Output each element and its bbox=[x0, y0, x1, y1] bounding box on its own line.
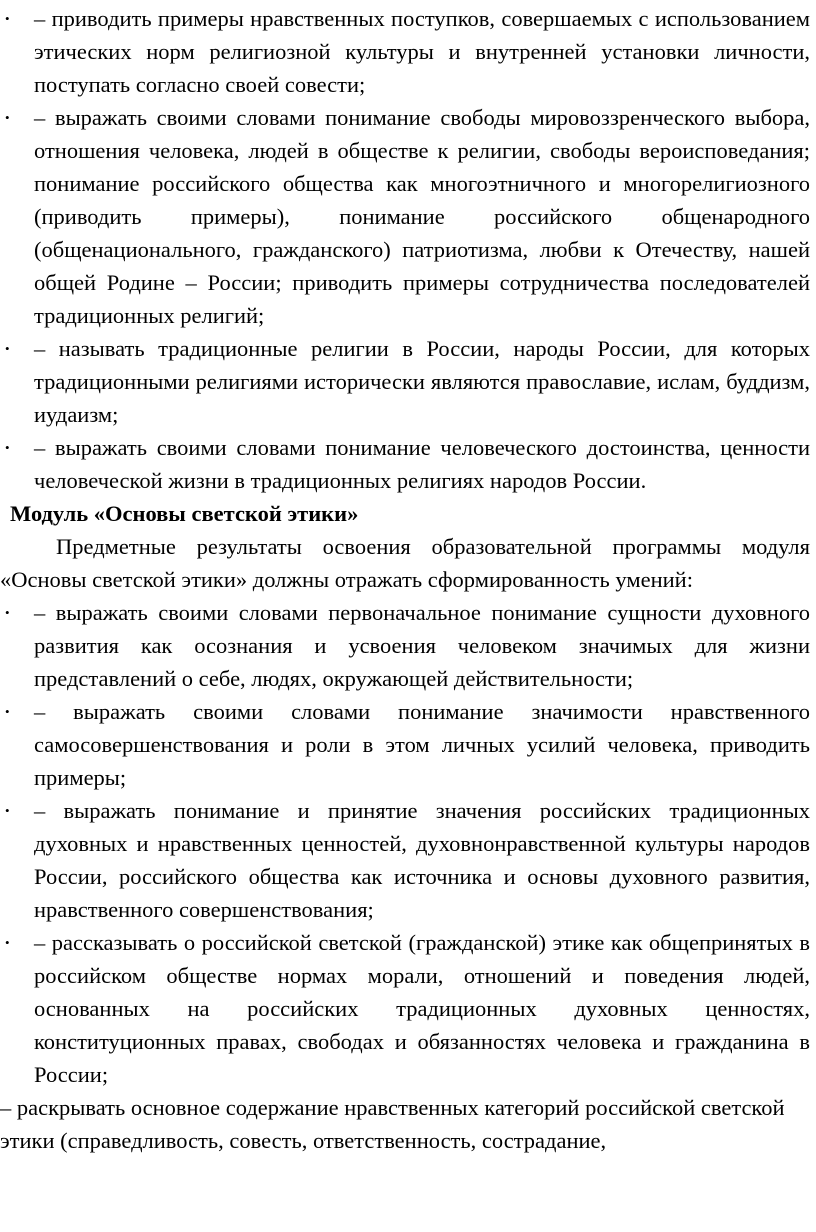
list-item-text: – называть традиционные религии в России, народы России, для которых традиционными религиями исторически являются православие, ислам, буддизм, иудаизм; bbox=[34, 336, 810, 427]
list-item bbox=[0, 794, 810, 926]
list-item-text: – выражать своими словами понимание человеческого достоинства, ценности человеческой жизни в традиционных религиях народов России. bbox=[34, 435, 810, 493]
bullet-icon: • bbox=[5, 110, 10, 125]
list-item bbox=[0, 695, 810, 794]
list-item bbox=[0, 2, 810, 101]
module-intro-paragraph: Предметные результаты освоения образовательной программы модуля «Основы светской этики» должны отражать сформированность умений: bbox=[0, 534, 810, 592]
bullet-icon: • bbox=[5, 704, 10, 719]
module-bullet-list bbox=[0, 596, 810, 1091]
list-item bbox=[0, 332, 810, 431]
list-item-text: – рассказывать о российской светской (гражданской) этике как общепринятых в российском обществе нормах морали, отношений и поведения людей, основанных на российских традиционных духовных ценностях, конституционных правах, свободах и обязанностях человека и гражданина в России; bbox=[34, 930, 810, 1087]
trailing-paragraph: – раскрывать основное содержание нравственных категорий российской светской этики (справедливость, совесть, ответственность, сострадание, bbox=[0, 1095, 785, 1153]
list-item-text: – выражать понимание и принятие значения российских традиционных духовных и нравственных ценностей, духовнонравственной культуры народов России, российского общества как источника и основы духовного развития, нравственного совершенствования; bbox=[34, 798, 810, 922]
list-item bbox=[0, 431, 810, 497]
list-item-text: – выражать своими словами понимание значимости нравственного самосовершенствования и роли в этом личных усилий человека, приводить примеры; bbox=[34, 699, 810, 790]
list-item-text: – выражать своими словами понимание свободы мировоззренческого выбора, отношения человека, людей в обществе к религии, свободы вероисповедания; понимание российского общества как многоэтничного и многорелигиозного (приводить примеры), понимание российского общенародного (общенационального, гражданского) патриотизма, любви к Отечеству, нашей общей Родине – России; приводить примеры сотрудничества последователей традиционных религий; bbox=[34, 105, 810, 328]
bullet-icon: • bbox=[5, 935, 10, 950]
list-item-text: – выражать своими словами первоначальное понимание сущности духовного развития как осознания и усвоения человеком значимых для жизни представлений о себе, людях, окружающей действительности; bbox=[34, 600, 810, 691]
bullet-icon: • bbox=[5, 341, 10, 356]
bullet-icon: • bbox=[5, 605, 10, 620]
list-item-text: – приводить примеры нравственных поступков, совершаемых с использованием этических норм религиозной культуры и внутренней установки личности, поступать согласно своей совести; bbox=[34, 6, 810, 97]
list-item bbox=[0, 596, 810, 695]
list-item bbox=[0, 101, 810, 332]
top-bullet-list bbox=[0, 2, 810, 497]
bullet-icon: • bbox=[5, 11, 10, 26]
bullet-icon: • bbox=[5, 440, 10, 455]
list-item bbox=[0, 926, 810, 1091]
bullet-icon: • bbox=[5, 803, 10, 818]
module-heading: Модуль «Основы светской этики» bbox=[10, 501, 359, 526]
